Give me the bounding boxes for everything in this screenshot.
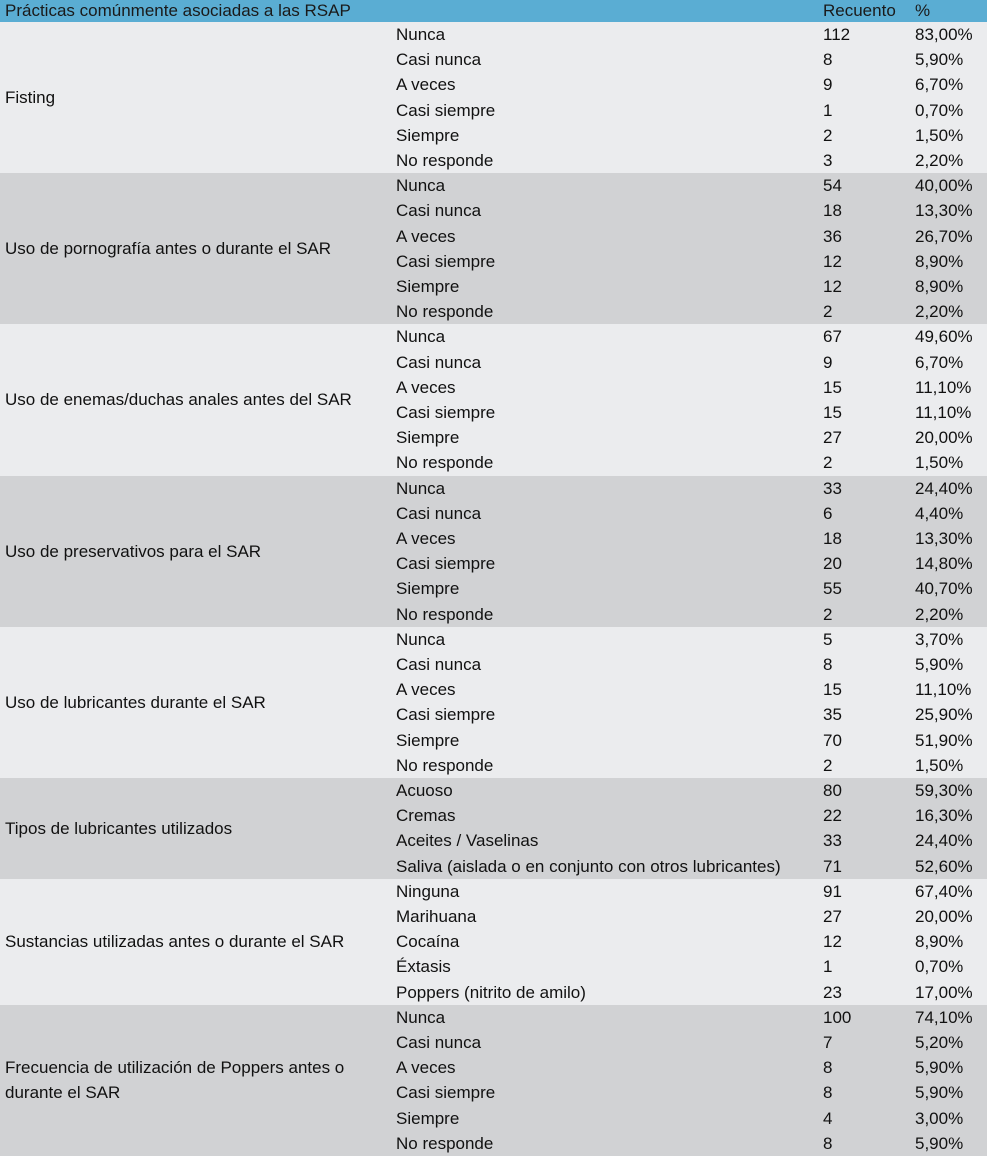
table-row: [0, 828, 987, 853]
pct-cell: 25,90%: [915, 705, 973, 725]
table-row: [0, 1005, 987, 1030]
response-cell: Siempre: [396, 1108, 460, 1128]
table-row: [0, 753, 987, 778]
table-row: [0, 879, 987, 904]
group-label: Frecuencia de utilización de Poppers antes o durante el SAR: [5, 1058, 345, 1103]
count-cell: 1: [823, 957, 833, 977]
response-cell: No responde: [396, 604, 494, 624]
count-cell: 2: [823, 125, 833, 145]
pct-cell: 5,90%: [915, 1133, 964, 1153]
pct-column-header: %: [915, 1, 931, 20]
table-row: [0, 652, 987, 677]
table-row: [0, 224, 987, 249]
count-cell: 22: [823, 806, 842, 826]
table-row: [0, 249, 987, 274]
count-cell: 2: [823, 755, 833, 775]
response-cell: Cocaína: [396, 932, 460, 952]
response-cell: Siempre: [396, 276, 460, 296]
count-cell: 9: [823, 352, 833, 372]
count-cell: 7: [823, 1032, 833, 1052]
pct-cell: 11,10%: [915, 377, 972, 397]
pct-cell: 5,20%: [915, 1032, 964, 1052]
pct-cell: 13,30%: [915, 528, 973, 548]
count-cell: 8: [823, 1058, 833, 1078]
pct-cell: 2,20%: [915, 151, 964, 170]
response-cell: Casi siempre: [396, 554, 496, 574]
response-cell: Nunca: [396, 1007, 446, 1027]
response-cell: Casi siempre: [396, 402, 496, 422]
table-row: [0, 501, 987, 526]
count-cell: 12: [823, 932, 842, 952]
pct-cell: 16,30%: [915, 806, 973, 826]
count-cell: 5: [823, 629, 833, 649]
count-cell: 80: [823, 781, 842, 800]
pct-cell: 8,90%: [915, 251, 964, 271]
response-cell: Nunca: [396, 629, 446, 649]
count-cell: 2: [823, 604, 833, 624]
row-group: [0, 173, 987, 324]
table-row: [0, 728, 987, 753]
table-row: [0, 904, 987, 929]
table-row: [0, 1080, 987, 1105]
pct-cell: 8,90%: [915, 932, 964, 952]
pct-cell: 24,40%: [915, 478, 973, 498]
response-cell: Siempre: [396, 730, 460, 750]
row-group: [0, 22, 987, 173]
response-cell: Casi siempre: [396, 1083, 496, 1103]
table-row: [0, 274, 987, 299]
count-cell: 35: [823, 705, 842, 725]
response-cell: A veces: [396, 680, 456, 700]
pct-cell: 52,60%: [915, 856, 973, 876]
table-row: [0, 1106, 987, 1131]
pct-cell: 5,90%: [915, 50, 964, 70]
response-cell: Acuoso: [396, 781, 453, 800]
count-cell: 71: [823, 856, 842, 876]
count-cell: 8: [823, 50, 833, 70]
pct-cell: 74,10%: [915, 1007, 973, 1027]
count-cell: 33: [823, 478, 842, 498]
count-cell: 27: [823, 906, 842, 926]
count-cell: 18: [823, 201, 842, 221]
table-row: [0, 778, 987, 803]
pct-cell: 24,40%: [915, 831, 973, 851]
count-cell: 91: [823, 881, 842, 901]
count-cell: 54: [823, 176, 842, 196]
pct-cell: 40,00%: [915, 176, 973, 196]
response-cell: A veces: [396, 226, 456, 246]
pct-cell: 26,70%: [915, 226, 973, 246]
count-cell: 4: [823, 1108, 833, 1128]
table-row: [0, 551, 987, 576]
count-cell: 70: [823, 730, 842, 750]
pct-cell: 5,90%: [915, 654, 964, 674]
table-row: [0, 72, 987, 97]
table-row: [0, 350, 987, 375]
table-title: Prácticas comúnmente asociadas a las RSAP: [5, 1, 351, 20]
response-cell: Siempre: [396, 579, 460, 599]
response-cell: Siempre: [396, 428, 460, 448]
pct-cell: 59,30%: [915, 781, 973, 800]
response-cell: No responde: [396, 453, 494, 473]
count-cell: 12: [823, 251, 842, 271]
pct-cell: 5,90%: [915, 1058, 964, 1078]
table-row: [0, 476, 987, 501]
row-group: [0, 778, 987, 879]
table-row: [0, 1055, 987, 1080]
table-row: [0, 173, 987, 198]
count-cell: 15: [823, 680, 842, 700]
row-group: [0, 1005, 987, 1156]
response-cell: Casi nunca: [396, 201, 482, 221]
pct-cell: 1,50%: [915, 755, 964, 775]
group-label: Tipos de lubricantes utilizados: [5, 818, 233, 838]
count-cell: 2: [823, 302, 833, 322]
group-label: Uso de pornografía antes o durante el SAR: [5, 239, 332, 259]
pct-cell: 1,50%: [915, 453, 964, 473]
pct-cell: 2,20%: [915, 302, 964, 322]
response-cell: Casi siempre: [396, 100, 496, 120]
pct-cell: 5,90%: [915, 1083, 964, 1103]
response-cell: Aceites / Vaselinas: [396, 831, 539, 851]
group-label: Uso de preservativos para el SAR: [5, 541, 262, 561]
response-cell: Casi nunca: [396, 654, 482, 674]
table-row: [0, 375, 987, 400]
count-cell: 8: [823, 1133, 833, 1153]
response-cell: Marihuana: [396, 906, 477, 926]
table-row: [0, 677, 987, 702]
count-cell: 27: [823, 428, 842, 448]
table-row: [0, 450, 987, 475]
response-cell: Nunca: [396, 478, 446, 498]
response-cell: Casi nunca: [396, 352, 482, 372]
count-cell: 33: [823, 831, 842, 851]
count-cell: 9: [823, 75, 833, 95]
table-row: [0, 954, 987, 979]
table-row: [0, 400, 987, 425]
pct-cell: 3,70%: [915, 629, 964, 649]
table-row: [0, 854, 987, 879]
count-cell: 18: [823, 528, 842, 548]
table-row: [0, 929, 987, 954]
table-row: [0, 198, 987, 223]
response-cell: Saliva (aislada o en conjunto con otros lubricantes): [396, 856, 781, 876]
table-row: [0, 803, 987, 828]
row-group: [0, 627, 987, 778]
response-cell: No responde: [396, 151, 494, 170]
count-cell: 20: [823, 554, 842, 574]
pct-cell: 2,20%: [915, 604, 964, 624]
response-cell: Poppers (nitrito de amilo): [396, 982, 586, 1002]
pct-cell: 67,40%: [915, 881, 973, 901]
count-cell: 55: [823, 579, 842, 599]
table-row: [0, 526, 987, 551]
response-cell: Nunca: [396, 176, 446, 196]
pct-cell: 51,90%: [915, 730, 973, 750]
response-cell: Casi siempre: [396, 251, 496, 271]
pct-cell: 3,00%: [915, 1108, 964, 1128]
response-cell: Cremas: [396, 806, 456, 826]
response-cell: Casi nunca: [396, 503, 482, 523]
pct-cell: 20,00%: [915, 428, 973, 448]
response-cell: Éxtasis: [396, 957, 451, 977]
count-cell: 67: [823, 327, 842, 347]
pct-cell: 14,80%: [915, 554, 973, 574]
group-label: Fisting: [5, 88, 56, 108]
pct-cell: 83,00%: [915, 25, 973, 44]
pct-cell: 11,10%: [915, 402, 972, 422]
response-cell: No responde: [396, 1133, 494, 1153]
table-row: [0, 1131, 987, 1156]
group-label: Uso de enemas/duchas anales antes del SAR: [5, 390, 352, 410]
count-cell: 112: [823, 25, 851, 44]
table-row: [0, 980, 987, 1005]
table-row: [0, 148, 987, 173]
count-cell: 36: [823, 226, 842, 246]
table-row: [0, 324, 987, 349]
pct-cell: 0,70%: [915, 100, 964, 120]
count-column-header: Recuento: [823, 1, 896, 20]
response-cell: Casi siempre: [396, 705, 496, 725]
table-row: [0, 702, 987, 727]
table-row: [0, 627, 987, 652]
response-cell: A veces: [396, 75, 456, 95]
row-group: [0, 879, 987, 1005]
response-cell: No responde: [396, 302, 494, 322]
pct-cell: 17,00%: [915, 982, 973, 1002]
count-cell: 100: [823, 1007, 852, 1027]
row-group: [0, 476, 987, 627]
table-row: [0, 576, 987, 601]
pct-cell: 11,10%: [915, 680, 972, 700]
count-cell: 15: [823, 402, 842, 422]
pct-cell: 20,00%: [915, 906, 973, 926]
table-row: [0, 602, 987, 627]
count-cell: 8: [823, 654, 833, 674]
pct-cell: 40,70%: [915, 579, 973, 599]
response-cell: Nunca: [396, 327, 446, 347]
pct-cell: 4,40%: [915, 503, 964, 523]
pct-cell: 8,90%: [915, 276, 964, 296]
count-cell: 1: [823, 100, 833, 120]
pct-cell: 6,70%: [915, 75, 964, 95]
count-cell: 12: [823, 276, 842, 296]
table-row: [0, 299, 987, 324]
group-label: Uso de lubricantes durante el SAR: [5, 692, 266, 712]
table-row: [0, 47, 987, 72]
table-row: [0, 98, 987, 123]
table-row: [0, 1030, 987, 1055]
table-row: [0, 22, 987, 47]
count-cell: 3: [823, 151, 833, 170]
count-cell: 2: [823, 453, 833, 473]
response-cell: A veces: [396, 377, 456, 397]
table-row: [0, 123, 987, 148]
pct-cell: 1,50%: [915, 125, 964, 145]
response-cell: No responde: [396, 755, 494, 775]
group-label: Sustancias utilizadas antes o durante el SAR: [5, 932, 345, 952]
table-header: [0, 0, 987, 22]
pct-cell: 6,70%: [915, 352, 964, 372]
pct-cell: 49,60%: [915, 327, 973, 347]
response-cell: Casi nunca: [396, 1032, 482, 1052]
count-cell: 15: [823, 377, 842, 397]
pct-cell: 13,30%: [915, 201, 973, 221]
response-cell: A veces: [396, 1058, 456, 1078]
response-cell: Siempre: [396, 125, 460, 145]
response-cell: Casi nunca: [396, 50, 482, 70]
table-row: [0, 425, 987, 450]
row-group: [0, 324, 987, 475]
count-cell: 23: [823, 982, 842, 1002]
count-cell: 6: [823, 503, 833, 523]
pct-cell: 0,70%: [915, 957, 964, 977]
response-cell: A veces: [396, 528, 456, 548]
count-cell: 8: [823, 1083, 833, 1103]
response-cell: Nunca: [396, 25, 446, 44]
response-cell: Ninguna: [396, 881, 460, 901]
